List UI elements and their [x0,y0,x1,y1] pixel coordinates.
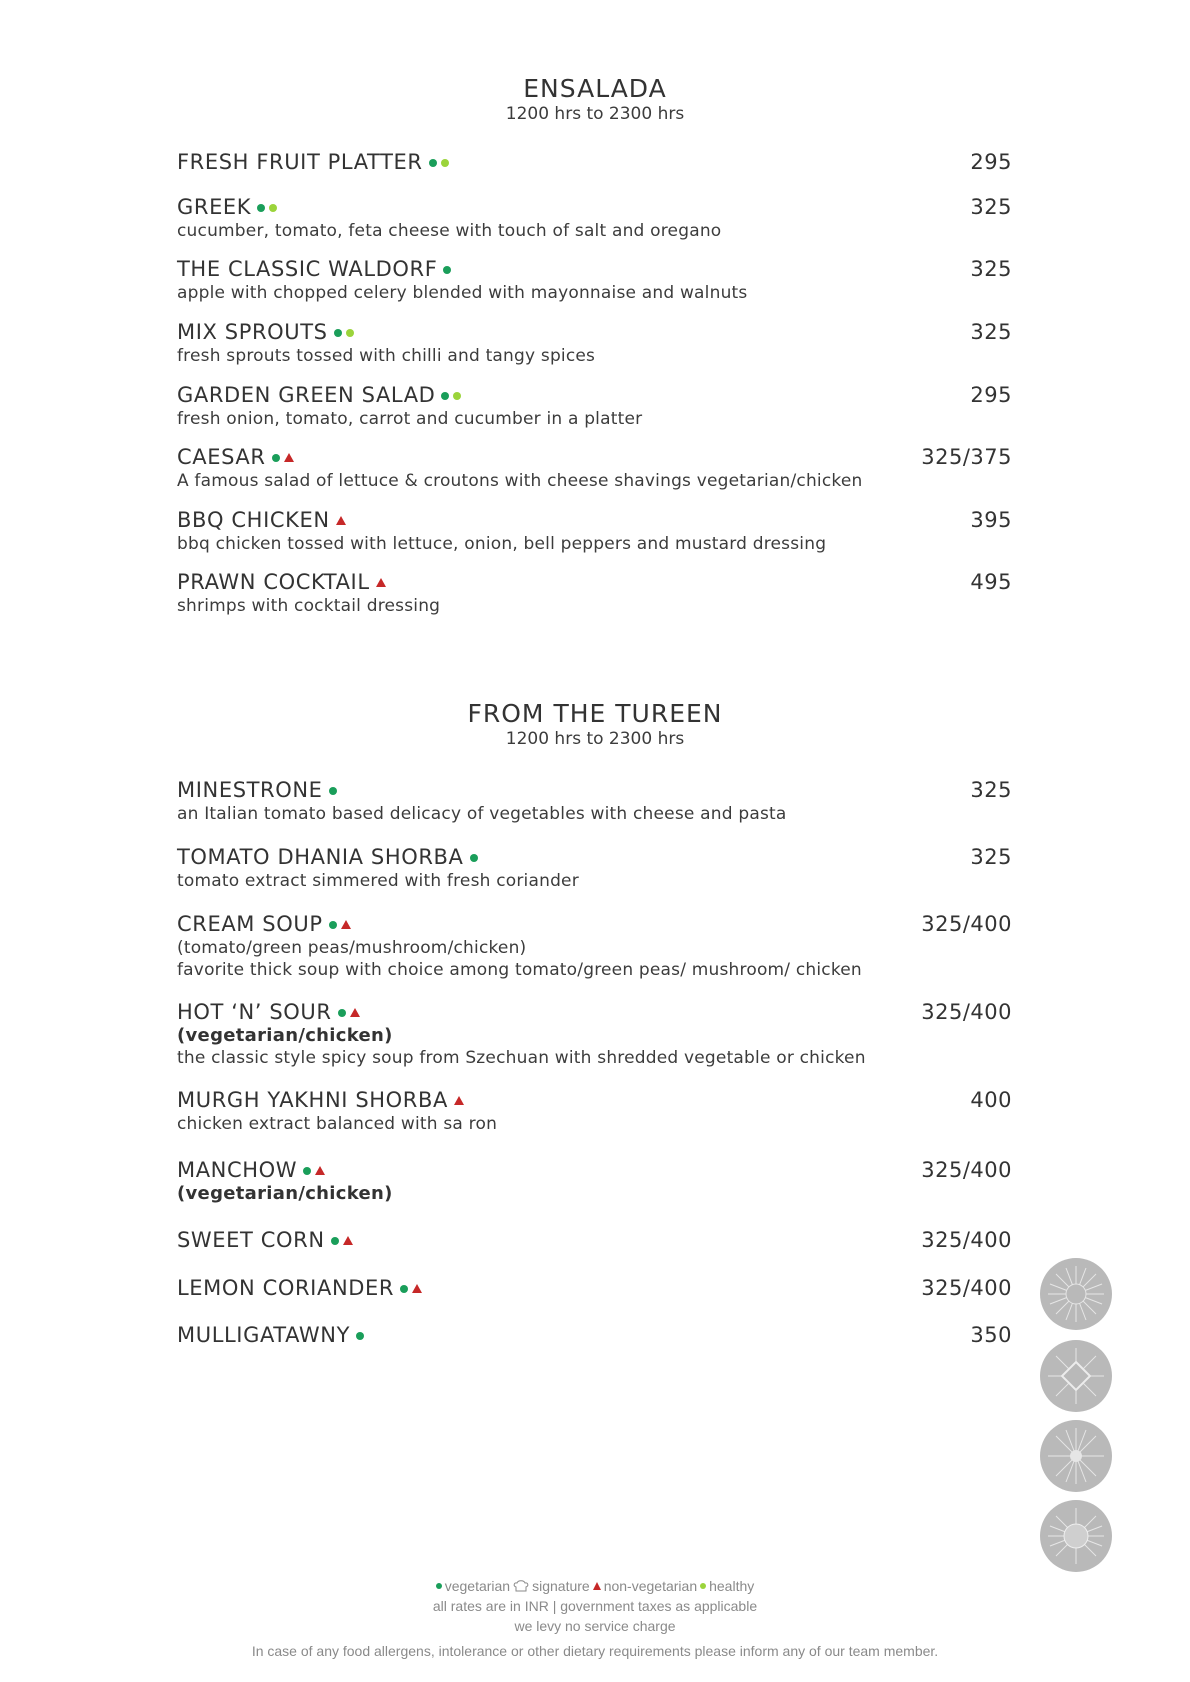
sunburst-medallion-icon [1040,1258,1112,1330]
diet-marks [470,854,478,862]
item-description: cucumber, tomato, feta cheese with touch of salt and oregano [177,221,722,241]
diet-marks [338,1008,360,1017]
allergen-note: In case of any food allergens, intolerance or other dietary requirements please inform any of our team member. [251,1643,939,1659]
menu-item-greek [177,195,1012,242]
sun-medallion-icon [1040,1500,1112,1572]
starburst-medallion-icon [1040,1420,1112,1492]
item-name: MIX SPROUTS [177,320,328,344]
menu-item-lemon-coriander [177,1276,1012,1301]
item-name: CAESAR [177,445,266,469]
item-description: bbq chicken tossed with lettuce, onion, bell peppers and mustard dressing [177,534,827,554]
menu-item-sweet-corn [177,1228,1012,1253]
section-title: FROM THE TUREEN [467,699,723,728]
menu-item-tomato-dhania-shorba [177,845,1012,892]
vegetarian-dot-icon [331,1237,339,1245]
menu-item-garden-green-salad [177,383,1012,430]
non-vegetarian-triangle-icon [284,453,294,462]
item-description: tomato extract simmered with fresh coriander [177,871,579,891]
item-description: favorite thick soup with choice among tomato/green peas/ mushroom/ chicken [177,960,862,980]
item-price: 495 [970,570,1012,594]
item-description: A famous salad of lettuce & croutons with cheese shavings vegetarian/chicken [177,471,863,491]
vegetarian-dot-icon [436,1583,442,1589]
item-description: apple with chopped celery blended with mayonnaise and walnuts [177,283,748,303]
menu-item-prawn-cocktail [177,570,1012,617]
legend-non-vegetarian: non-vegetarian [603,1578,698,1594]
menu-item-manchow [177,1158,1012,1205]
vegetarian-dot-icon [272,454,280,462]
item-name: MURGH YAKHNI SHORBA [177,1088,448,1112]
item-price: 325/400 [921,1276,1012,1300]
item-price: 295 [970,383,1012,407]
diet-marks [331,1236,353,1245]
item-name: MULLIGATAWNY [177,1323,351,1347]
item-description: the classic style spicy soup from Szechuan with shredded vegetable or chicken [177,1048,866,1068]
vegetarian-dot-icon [356,1332,364,1340]
item-name: MINESTRONE [177,778,323,802]
section-header-ensalada [0,75,1190,125]
menu-item-mix-sprouts [177,320,1012,367]
item-description: fresh onion, tomato, carrot and cucumber in a platter [177,409,643,429]
menu-item-fresh-fruit-platter [177,150,1012,175]
item-name: THE CLASSIC WALDORF [177,257,438,281]
menu-item-caesar [177,445,1012,492]
diet-marks [441,392,461,400]
menu-item-mulligatawny [177,1323,1012,1348]
diet-marks [334,329,354,337]
item-name: SWEET CORN [177,1228,325,1252]
dietary-legend [0,1577,1190,1595]
non-vegetarian-triangle-icon [341,920,351,929]
item-name: LEMON CORIANDER [177,1276,395,1300]
legend-vegetarian: vegetarian [444,1578,511,1594]
diet-marks [376,578,386,587]
legend-healthy: healthy [709,1578,755,1594]
chef-hat-icon [513,1579,529,1593]
rates-note: all rates are in INR | government taxes as applicable [432,1598,758,1614]
healthy-dot-icon [346,329,354,337]
menu-item-minestrone [177,778,1012,825]
vegetarian-dot-icon [329,787,337,795]
item-name: MANCHOW [177,1158,298,1182]
non-vegetarian-triangle-icon [593,1582,601,1590]
item-name: CREAM SOUP [177,912,323,936]
legend-signature: signature [532,1578,590,1594]
item-description: fresh sprouts tossed with chilli and tangy spices [177,346,596,366]
diamond-medallion-icon [1040,1340,1112,1412]
non-vegetarian-triangle-icon [412,1284,422,1293]
item-price: 325/400 [921,1158,1012,1182]
item-price: 325 [970,845,1012,869]
non-vegetarian-triangle-icon [336,516,346,525]
item-name: TOMATO DHANIA SHORBA [177,845,464,869]
diet-marks [429,159,449,167]
menu-item-hot-n-sour [177,1000,1012,1069]
non-vegetarian-triangle-icon [376,578,386,587]
vegetarian-dot-icon [329,921,337,929]
item-price: 325 [970,320,1012,344]
item-price: 325 [970,195,1012,219]
menu-item-cream-soup [177,912,1012,981]
item-price: 325 [970,257,1012,281]
diet-marks [329,787,337,795]
diet-marks [400,1284,422,1293]
service-charge-note: we levy no service charge [514,1618,676,1634]
section-hours: 1200 hrs to 2300 hrs [505,104,685,124]
item-description: an Italian tomato based delicacy of vegetables with cheese and pasta [177,804,787,824]
non-vegetarian-triangle-icon [315,1166,325,1175]
item-price: 325/400 [921,1228,1012,1252]
diet-marks [329,920,351,929]
vegetarian-dot-icon [303,1167,311,1175]
vegetarian-dot-icon [400,1285,408,1293]
diet-marks [443,266,451,274]
diet-marks [257,204,277,212]
menu-item-murgh-yakhni-shorba [177,1088,1012,1135]
healthy-dot-icon [441,159,449,167]
item-name: GARDEN GREEN SALAD [177,383,436,407]
healthy-dot-icon [269,204,277,212]
vegetarian-dot-icon [441,392,449,400]
item-price: 395 [970,508,1012,532]
item-variant: (vegetarian/chicken) [177,1183,393,1204]
menu-item-classic-waldorf [177,257,1012,304]
section-title: ENSALADA [523,74,667,103]
item-price: 400 [970,1088,1012,1112]
item-name: FRESH FRUIT PLATTER [177,150,423,174]
vegetarian-dot-icon [470,854,478,862]
diet-marks [303,1166,325,1175]
item-options: (tomato/green peas/mushroom/chicken) [177,938,527,958]
item-price: 325 [970,778,1012,802]
item-description: shrimps with cocktail dressing [177,596,441,616]
item-price: 295 [970,150,1012,174]
vegetarian-dot-icon [429,159,437,167]
section-hours: 1200 hrs to 2300 hrs [505,729,685,749]
item-description: chicken extract balanced with sa ron [177,1114,498,1134]
section-header-from-the-tureen [0,700,1190,750]
item-price: 325/375 [921,445,1012,469]
vegetarian-dot-icon [334,329,342,337]
item-variant: (vegetarian/chicken) [177,1025,393,1046]
item-price: 325/400 [921,912,1012,936]
item-name: HOT ‘N’ SOUR [177,1000,332,1024]
vegetarian-dot-icon [443,266,451,274]
diet-marks [356,1332,364,1340]
non-vegetarian-triangle-icon [343,1236,353,1245]
vegetarian-dot-icon [338,1009,346,1017]
healthy-dot-icon [700,1583,706,1589]
menu-item-bbq-chicken [177,508,1012,555]
healthy-dot-icon [453,392,461,400]
diet-marks [454,1096,464,1105]
item-name: BBQ CHICKEN [177,508,330,532]
non-vegetarian-triangle-icon [350,1008,360,1017]
diet-marks [336,516,346,525]
item-price: 350 [970,1323,1012,1347]
item-price: 325/400 [921,1000,1012,1024]
diet-marks [272,453,294,462]
item-name: GREEK [177,195,252,219]
vegetarian-dot-icon [257,204,265,212]
non-vegetarian-triangle-icon [454,1096,464,1105]
item-name: PRAWN COCKTAIL [177,570,370,594]
